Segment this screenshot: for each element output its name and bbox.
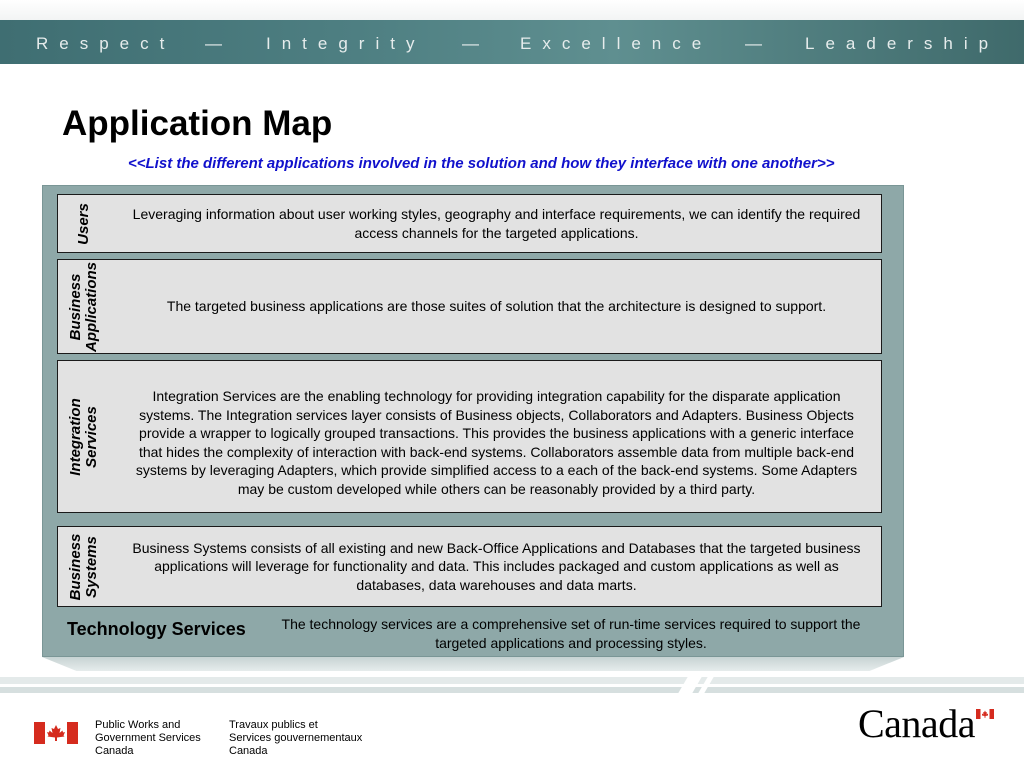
- layer-business-systems-label: [58, 527, 110, 606]
- decor-bar-lower: [0, 687, 1024, 693]
- layer-business-systems: [57, 526, 882, 607]
- layer-business-applications-label: [58, 260, 110, 353]
- layer-users-text: Leveraging information about user working styles, geography and interface requirements, we can identify the required access channels for the targeted applications.: [132, 206, 861, 241]
- motto-integrity: Integrity: [266, 34, 426, 53]
- slide-subtitle: <<List the different applications involved in the solution and how they interface with one another>>: [128, 155, 835, 172]
- footer-english-name: [95, 719, 201, 758]
- motto-excellence: Excellence: [520, 34, 713, 53]
- label-line: Integration: [67, 397, 84, 476]
- technology-services-label: Technology Services: [67, 619, 246, 639]
- layer-users-description: [120, 195, 873, 252]
- footer-english-line: Public Works and: [95, 719, 181, 731]
- label-line: Systems: [83, 535, 100, 598]
- bottom-decorative-bars: [0, 673, 1024, 697]
- layer-business-applications: [57, 259, 882, 354]
- technology-services-description: The technology services are a comprehensive set of run-time services required to support the targeted applications and processing styles.: [281, 616, 861, 651]
- decor-bar-upper: [0, 677, 1024, 684]
- layer-integration-services-description: [120, 377, 873, 508]
- layer-business-systems-label-text: [68, 533, 100, 600]
- canada-wordmark: Canada: [858, 701, 975, 746]
- panel-shadow: [42, 657, 904, 671]
- layer-integration-services-label-text: [68, 398, 100, 476]
- label-line: Business: [67, 273, 84, 340]
- label-line: Users: [75, 202, 92, 245]
- banner-top-strip: [0, 0, 1024, 20]
- footer-french-line: Canada: [229, 745, 268, 757]
- footer-french-line: Services gouvernementaux: [229, 732, 363, 744]
- motto-banner: [0, 20, 1024, 64]
- canada-flag-icon: [34, 722, 78, 744]
- layer-users: [57, 194, 882, 253]
- footer-english-line: Government Services: [95, 732, 201, 744]
- label-line: Services: [83, 405, 100, 468]
- motto-dash-3: —: [745, 34, 773, 53]
- footer-english-line: Canada: [95, 745, 134, 757]
- layer-integration-services-label: [58, 361, 110, 512]
- layer-users-label-text: [76, 203, 92, 245]
- layer-users-label: [58, 195, 110, 252]
- canada-wordmark-flag-icon: [976, 709, 994, 719]
- layer-business-applications-text: The targeted business applications are those suites of solution that the architecture is designed to support.: [166, 298, 827, 315]
- layer-business-applications-label-text: [68, 261, 100, 351]
- label-line: Business: [67, 533, 84, 600]
- motto-leadership: Leadership: [805, 34, 1000, 53]
- label-line: Applications: [83, 261, 100, 352]
- layer-business-applications-description: [120, 260, 873, 353]
- slide-title: Application Map: [62, 104, 333, 143]
- motto-respect: Respect: [36, 34, 176, 53]
- footer-french-name: [229, 719, 362, 758]
- motto-dash-1: —: [205, 34, 233, 53]
- layer-integration-services: [57, 360, 882, 513]
- footer-french-line: Travaux publics et: [229, 719, 318, 731]
- layer-business-systems-description: [120, 527, 873, 606]
- motto-dash-2: —: [462, 34, 490, 53]
- layer-business-systems-text: Business Systems consists of all existing and new Back-Office Applications and Databases that the targeted business applications will leverage for functionality and data. This includes packaged and custom applications as well as databases, data warehouses and data marts.: [132, 539, 861, 593]
- layer-integration-services-text: Integration Services are the enabling technology for providing integration capability for the disparate application systems. The Integration services layer consists of Business objects, Collaborators and Adapters. Business Objects provide a wrapper to logically grouped transactions. This provides the business applications with a generic interface that hides the complexity of interaction with back-end systems. Collaborators assemble data from multiple back-end systems by leveraging Adapters, which provide simplified access to a each of the back-end systems. Some Adapters may be custom developed while others can be reasonably provided by a third party.: [135, 388, 858, 497]
